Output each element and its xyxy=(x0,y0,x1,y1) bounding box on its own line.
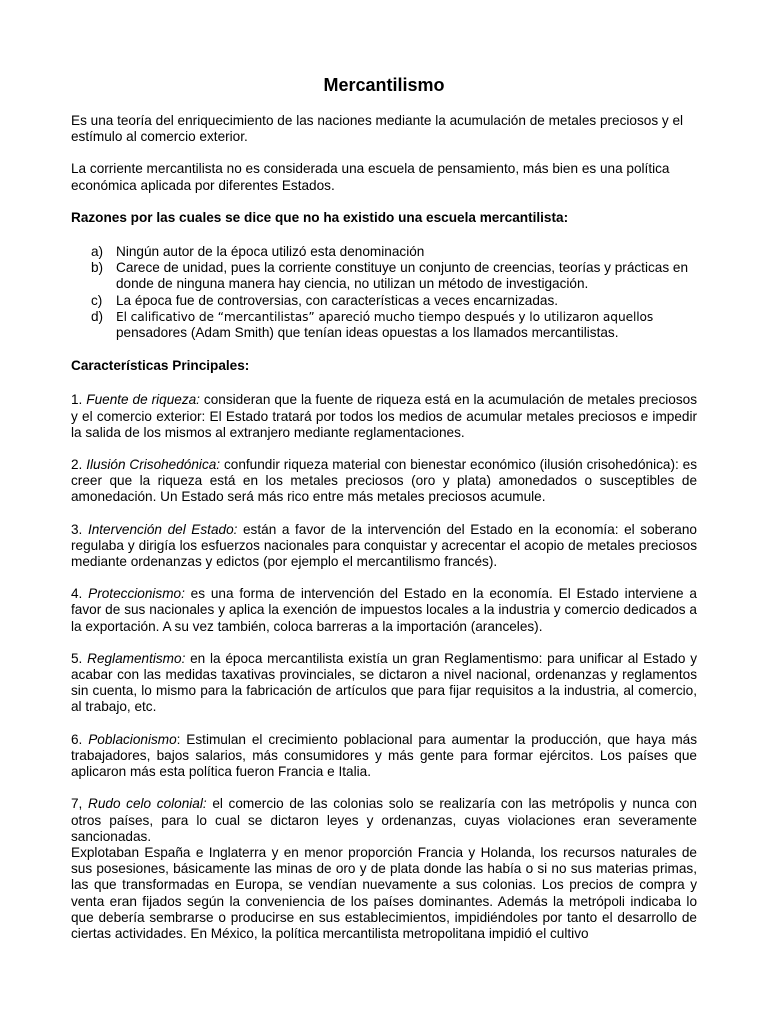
document-title: Mercantilismo xyxy=(323,75,445,95)
characteristic-text: consideran que la fuente de riqueza está en la acumulación de metales preciosos y el comercio exterior: El Estado tratará por todos los medios de acumular metales preciosos e impedir la salida de los mismos al extranjero mediante reglamentaciones. xyxy=(71,392,697,440)
characteristic-number: 1. xyxy=(71,392,83,408)
characteristic-7 xyxy=(71,796,697,845)
document-page xyxy=(71,74,697,942)
characteristic-2 xyxy=(71,457,697,506)
characteristic-term: Poblacionismo xyxy=(88,731,177,747)
reason-text-part1: El calificativo de “mercantilistas” apareció mucho tiempo después y lo utilizaron aquellos xyxy=(116,309,654,324)
reason-item-a xyxy=(91,244,697,260)
reason-text-part2: pensadores (Adam Smith) que tenían ideas opuestas a los llamados mercantilistas. xyxy=(116,325,619,341)
characteristic-term: Reglamentismo: xyxy=(87,650,186,666)
characteristic-text: confundir riqueza material con bienestar económico (ilusión crisohedónica): es creer que la riqueza está en los metales preciosos (oro y plata) amonedados o susceptibles de amonedación. Un Estado será más rico entre más metales preciosos acumule. xyxy=(71,457,698,505)
reason-marker: c) xyxy=(91,292,103,308)
reason-marker: b) xyxy=(91,260,104,276)
reason-text: Carece de unidad, pues la corriente constituye un conjunto de creencias, teorías y prácticas en donde de ninguna manera hay ciencia, no utilizan un método de investigación. xyxy=(116,260,689,292)
characteristic-term: Intervención del Estado: xyxy=(87,521,238,537)
characteristic-1 xyxy=(71,392,697,441)
characteristic-5 xyxy=(71,651,697,716)
reason-marker: d) xyxy=(91,308,104,324)
characteristic-text: están a favor de la intervención del Estado en la economía: el soberano regulaba y dirigía los esfuerzos nacionales para conquistar y acrecentar el acopio de metales preciosos mediante ordenanzas y edictos (por ejemplo el mercantilismo francés). xyxy=(71,521,697,570)
characteristic-4 xyxy=(71,586,697,635)
characteristic-text: el comercio de las colonias solo se realizaría con las metrópolis y nunca con otros países, para lo cual se dictaron leyes y ordenanzas, cuyas violaciones eran severamente sancionadas. xyxy=(71,796,697,844)
characteristic-number: 4. xyxy=(71,586,83,602)
characteristic-6 xyxy=(71,732,697,781)
characteristic-term: Rudo celo colonial: xyxy=(88,796,207,812)
reasons-list xyxy=(71,244,697,341)
characteristic-term: Fuente de riqueza: xyxy=(86,392,200,408)
characteristic-number: 7, xyxy=(71,796,83,812)
reason-marker: a) xyxy=(91,244,104,260)
characteristic-number: 5. xyxy=(71,650,83,666)
reasons-heading: Razones por las cuales se dice que no ha existido una escuela mercantilista: xyxy=(71,209,569,225)
characteristic-text: es una forma de intervención del Estado en la economía. El Estado interviene a favor de sus nacionales y aplica la exención de impuestos locales a la industria y comercio dedicados a la exportación. A su vez también, coloca barreras a la importación (aranceles). xyxy=(71,586,697,634)
intro-paragraph-1: Es una teoría del enriquecimiento de las naciones mediante la acumulación de metales preciosos y el estímulo al comercio exterior. xyxy=(71,113,684,145)
characteristic-3 xyxy=(71,522,697,571)
reason-item-c xyxy=(91,293,697,309)
characteristic-number: 2. xyxy=(71,457,83,473)
characteristic-term: Ilusión Crisohedónica: xyxy=(86,457,221,473)
characteristic-number: 6. xyxy=(71,731,83,747)
characteristics-heading: Características Principales: xyxy=(71,358,250,374)
characteristic-7-continuation: Explotaban España e Inglaterra y en menor proporción Francia y Holanda, los recursos naturales de sus posesiones, básicamente las minas de oro y de plata donde las había o si no sus materias primas, las que transformadas en Europa, se vendían nuevamente a sus colonias. Los precios de compra y venta eran fijados según la conveniencia de los países dominantes. Además la metrópoli indicaba lo que debería sembrarse o producirse en sus establecimientos, impidiéndoles por tanto el desarrollo de ciertas actividades. En México, la política mercantilista metropolitana impidió el cultivo xyxy=(71,844,697,941)
characteristic-term: Proteccionismo: xyxy=(88,586,185,602)
characteristic-text: en la época mercantilista existía un gran Reglamentismo: para unificar al Estado y acabar con las medidas taxativas provinciales, se dictaron a nivel nacional, ordenanzas y reglamentos sin cuenta, lo mismo para la fabricación de artículos que para fijar requisitos a la industria, al comercio, al trabajo, etc. xyxy=(71,650,697,715)
reason-item-d xyxy=(91,309,697,341)
reason-text: La época fue de controversias, con características a veces encarnizadas. xyxy=(116,292,559,308)
characteristic-text: : Estimulan el crecimiento poblacional para aumentar la producción, que haya más trabajadores, bajos salarios, más consumidores y más gente para formar ejércitos. Los países que aplicaron más esta política fueron Francia e Italia. xyxy=(71,731,698,780)
reason-text: Ningún autor de la época utilizó esta denominación xyxy=(116,244,425,260)
reason-item-b xyxy=(91,260,697,292)
intro-paragraph-2: La corriente mercantilista no es considerada una escuela de pensamiento, más bien es una política económica aplicada por diferentes Estados. xyxy=(71,161,670,193)
characteristic-number: 3. xyxy=(71,521,83,537)
